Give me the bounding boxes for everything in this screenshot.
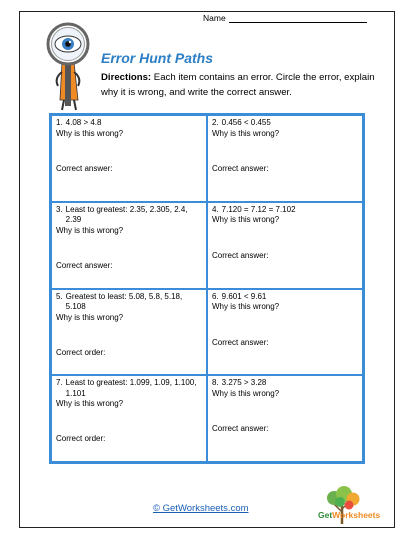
answer-prompt: Correct answer: bbox=[56, 260, 113, 270]
logo-worksheets: Worksheets bbox=[332, 510, 381, 520]
name-blank-line[interactable] bbox=[229, 14, 367, 23]
why-prompt: Why is this wrong? bbox=[212, 388, 280, 398]
answer-prompt: Correct answer: bbox=[212, 424, 269, 434]
why-prompt: Why is this wrong? bbox=[212, 302, 280, 311]
name-field bbox=[203, 13, 367, 23]
directions-text: Each item contains an error. Circle the error, explain why it is wrong, and write the correct answer. bbox=[101, 72, 375, 98]
problem-cell bbox=[51, 289, 207, 376]
problem-number: 4. bbox=[212, 204, 219, 214]
problem-cell bbox=[207, 202, 363, 289]
magnifier-mascot-icon bbox=[34, 22, 94, 112]
answer-prompt: Correct answer: bbox=[212, 250, 269, 260]
answer-prompt: Correct order: bbox=[56, 434, 106, 444]
directions-label: Directions: bbox=[101, 72, 152, 83]
problem-text: 7.120 = 7.12 = 7.102 bbox=[221, 204, 296, 214]
problem-grid bbox=[49, 113, 365, 464]
why-prompt: Why is this wrong? bbox=[212, 215, 280, 225]
problem-number: 2. bbox=[212, 118, 219, 127]
problem-cell bbox=[207, 289, 363, 376]
problem-cell bbox=[51, 202, 207, 289]
problem-number: 6. bbox=[212, 291, 219, 301]
problem-cell bbox=[207, 115, 363, 202]
logo-wordmark bbox=[318, 510, 380, 520]
problem-number: 5. bbox=[56, 291, 63, 301]
logo-get: Get bbox=[318, 510, 333, 520]
problem-text: 0.456 < 0.455 bbox=[221, 118, 271, 127]
problem-number: 7. bbox=[56, 378, 63, 388]
why-prompt: Why is this wrong? bbox=[56, 128, 124, 138]
problem-number: 3. bbox=[56, 204, 63, 214]
why-prompt: Why is this wrong? bbox=[56, 312, 124, 322]
answer-prompt: Correct answer: bbox=[212, 164, 269, 173]
why-prompt: Why is this wrong? bbox=[212, 128, 280, 138]
answer-prompt: Correct answer: bbox=[212, 337, 269, 347]
why-prompt: Why is this wrong? bbox=[56, 225, 124, 235]
problem-text: Least to greatest: 1.099, 1.09, 1.100, 1.101 bbox=[65, 378, 197, 398]
problem-text: Greatest to least: 5.08, 5.8, 5.18, 5.108 bbox=[65, 291, 183, 311]
problem-text: 4.08 > 4.8 bbox=[65, 118, 102, 127]
answer-prompt: Correct answer: bbox=[56, 164, 113, 173]
problem-text: Least to greatest: 2.35, 2.305, 2.4, 2.39 bbox=[65, 204, 188, 225]
problem-cell bbox=[207, 375, 363, 462]
problem-text: 3.275 > 3.28 bbox=[221, 378, 267, 388]
problem-number: 8. bbox=[212, 378, 219, 388]
problem-number: 1. bbox=[56, 118, 63, 127]
getworksheets-link[interactable]: © GetWorksheets.com bbox=[153, 503, 249, 514]
answer-prompt: Correct order: bbox=[56, 347, 106, 357]
problem-cell bbox=[51, 375, 207, 462]
page-title: Error Hunt Paths bbox=[101, 50, 214, 66]
problem-text: 9.601 < 9.61 bbox=[221, 291, 267, 301]
directions bbox=[101, 70, 375, 100]
problem-cell bbox=[51, 115, 207, 202]
why-prompt: Why is this wrong? bbox=[56, 399, 124, 409]
name-label: Name bbox=[203, 13, 226, 23]
